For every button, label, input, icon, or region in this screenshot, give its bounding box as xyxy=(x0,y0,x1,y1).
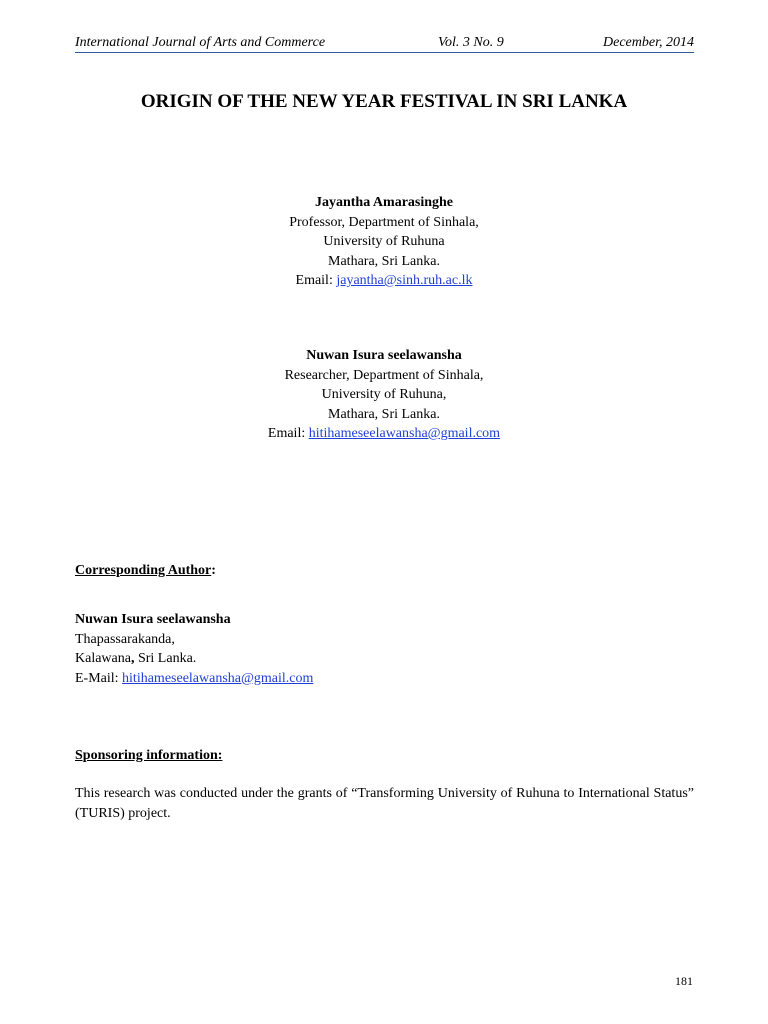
corresponding-author-name: Nuwan Isura seelawansha xyxy=(75,612,231,627)
corresponding-email-link[interactable]: hitihameseelawansha@gmail.com xyxy=(122,670,314,686)
corresponding-country: Sri Lanka. xyxy=(134,651,197,666)
sponsoring-text: This research was conducted under the grants of “Transforming University of Ruhuna to International Status” (TURIS) project. xyxy=(75,786,694,821)
corresponding-city: Kalawana xyxy=(75,651,131,666)
sponsoring-heading xyxy=(75,746,694,766)
corresponding-heading xyxy=(75,561,694,581)
volume-number: Vol. 3 No. 9 xyxy=(438,35,504,50)
author-2-university: University of Ruhuna, xyxy=(321,387,447,402)
author-1-university: University of Ruhuna xyxy=(323,234,445,249)
running-header xyxy=(75,34,694,53)
corresponding-address-separator: , xyxy=(130,651,135,666)
author-2-position: Researcher, Department of Sinhala, xyxy=(284,367,484,383)
author-1-name: Jayantha Amarasinghe xyxy=(314,195,454,210)
author-1-position: Professor, Department of Sinhala, xyxy=(289,214,479,230)
author-1-email-label: Email: xyxy=(295,273,337,288)
author-2-email-line xyxy=(0,424,768,444)
author-1-block xyxy=(0,193,768,291)
corresponding-email-label: E-Mail: xyxy=(75,670,123,686)
corresponding-heading-colon: : xyxy=(211,563,216,578)
page-number: 181 xyxy=(675,974,693,988)
author-1-email-line xyxy=(0,271,768,291)
issue-date: December, 2014 xyxy=(603,35,694,50)
author-1-email-link[interactable]: jayantha@sinh.ruh.ac.lk xyxy=(336,273,473,288)
corresponding-heading-text: Corresponding Author xyxy=(75,563,212,578)
paper-title: ORIGIN OF THE NEW YEAR FESTIVAL IN SRI LANKA xyxy=(140,91,628,112)
corresponding-author-block xyxy=(75,610,694,688)
author-2-block xyxy=(0,346,768,444)
sponsoring-heading-text: Sponsoring information: xyxy=(75,748,223,763)
author-1-location: Mathara, Sri Lanka. xyxy=(328,253,440,269)
corresponding-address-1: Thapassarakanda, xyxy=(75,631,175,647)
author-2-email-link[interactable]: hitihameseelawansha@gmail.com xyxy=(308,426,501,441)
corresponding-address-2 xyxy=(75,649,694,669)
corresponding-email-line xyxy=(75,669,694,689)
author-2-name: Nuwan Isura seelawansha xyxy=(306,348,462,363)
journal-name: International Journal of Arts and Commerce xyxy=(75,35,326,50)
author-2-email-label: Email: xyxy=(267,426,309,441)
author-2-location: Mathara, Sri Lanka. xyxy=(328,406,440,422)
